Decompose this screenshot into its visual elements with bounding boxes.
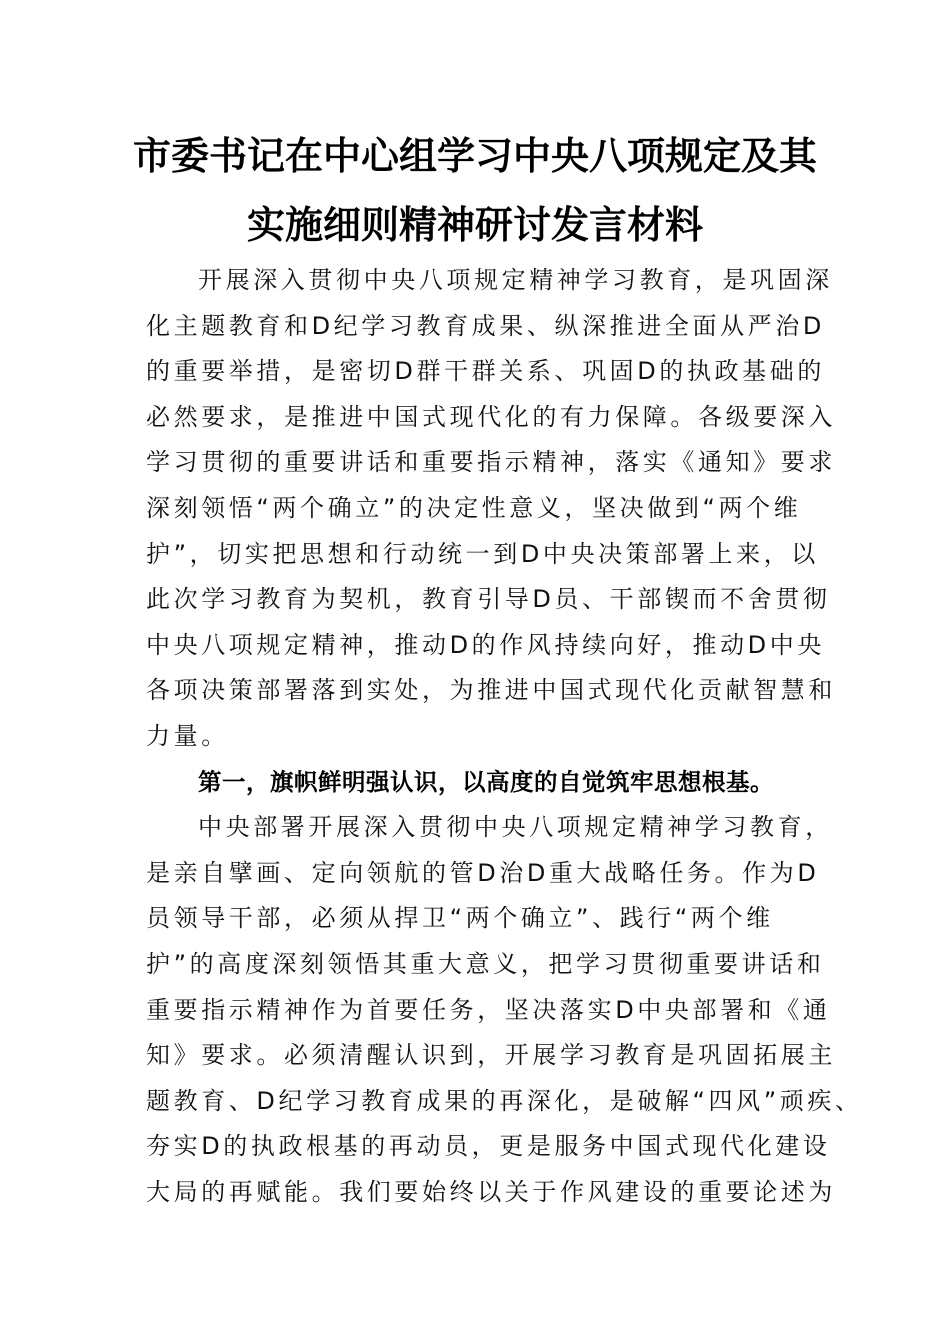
section-heading-1 [146,760,806,806]
text-line: 必然要求，是推进中国式现代化的有力保障。各级要深入 [146,402,836,431]
text-line: 重要指示精神作为首要任务，坚决落实D中央部署和《通 [146,995,831,1024]
text-line: 夯实D的执政根基的再动员，更是服务中国式现代化建设 [146,1132,831,1161]
text-line: 是亲自擘画、定向领航的管D治D重大战略任务。作为D [146,858,820,887]
text-line: 中央部署开展深入贯彻中央八项规定精神学习教育， [198,813,833,842]
text-line: 知》要求。必须清醒认识到，开展学习教育是巩固拓展主 [146,1041,836,1070]
text-line: 员领导干部，必须从捍卫“两个确立”、践行“两个维 [146,904,774,933]
text-line: 中央八项规定精神，推动D的作风持续向好，推动D中央 [146,630,825,659]
text-line: 护”的高度深刻领悟其重大意义，把学习贯彻重要讲话和 [146,949,825,978]
text-line: 学习贯彻的重要讲话和重要指示精神，落实《通知》要求 [146,448,836,477]
document-title-line-2: 实施细则精神研讨发言材料 [246,202,703,247]
document-body [146,258,863,1215]
text-line: 大局的再赋能。我们要始终以关于作风建设的重要论述为 [146,1177,836,1206]
heading-text: 第一，旗帜鲜明强认识，以高度的自觉筑牢思想根基。 [198,767,774,796]
text-line: 的重要举措，是密切D群干群关系、巩固D的执政基础的 [146,357,825,386]
paragraph-section-1 [146,805,863,1215]
text-line: 此次学习教育为契机，教育引导D员、干部锲而不舍贯彻 [146,585,831,614]
document-title-line-1: 市委书记在中心组学习中央八项规定及其 [132,133,817,178]
text-line: 护”，切实把思想和行动统一到D中央决策部署上来，以 [146,539,819,568]
paragraph-intro [146,258,836,760]
text-line: 深刻领悟“两个确立”的决定性意义，坚决做到“两个维 [146,493,802,522]
text-line: 开展深入贯彻中央八项规定精神学习教育，是巩固深 [198,266,833,294]
text-line: 题教育、D纪学习教育成果的再深化，是破解“四风”顽疾、 [146,1086,863,1115]
text-line: 化主题教育和D纪学习教育成果、纵深推进全面从严治D [146,311,825,340]
text-line: 各项决策部署落到实处，为推进中国式现代化贡献智慧和 [146,676,836,705]
text-line: 力量。 [146,721,229,750]
